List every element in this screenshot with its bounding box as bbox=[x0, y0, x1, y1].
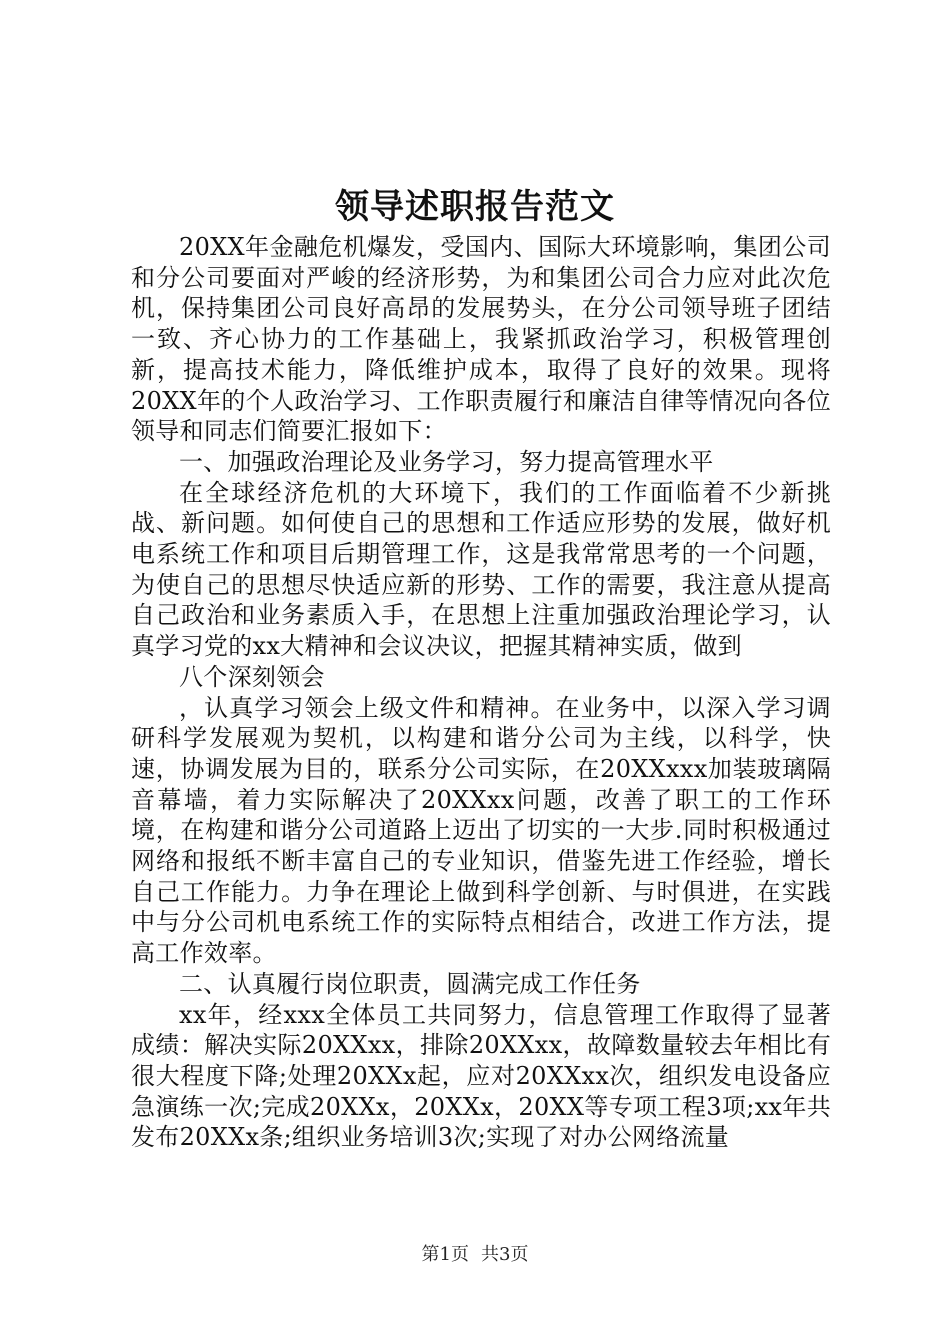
document-body bbox=[131, 232, 831, 1153]
page-title: 领导述职报告范文 bbox=[335, 187, 615, 227]
body-paragraph: 在全球经济危机的大环境下，我们的工作面临着不少新挑战、新问题。如何使自己的思想和工作适应形势的发展，做好机电系统工作和项目后期管理工作，这是我常常思考的一个问题，为使自己的思想尽快适应新的形势、工作的需要，我注意从提高自己政治和业务素质入手，在思想上注重加强政治理论学习，认真学习党的xx大精神和会议决议，把握其精神实质，做到 bbox=[131, 478, 831, 661]
section-heading-1: 一、加强政治理论及业务学习，努力提高管理水平 bbox=[179, 447, 714, 476]
page-footer bbox=[0, 1243, 950, 1267]
page-total: 共3页 bbox=[481, 1244, 529, 1265]
body-paragraph: xx年，经xxx全体员工共同努力，信息管理工作取得了显著成绩：解决实际20XXxx，排除20XXxx，故障数量较去年相比有很大程度下降;处理20XXx起，应对20XXxx次，组织发电设备应急演练一次;完成20XXx，20XXx，20XX等专项工程3项;xx年共发布20XXx条;组织业务培训3次;实现了对办公网络流量 bbox=[131, 1000, 831, 1152]
body-paragraph: ，认真学习领会上级文件和精神。在业务中，以深入学习调研科学发展观为契机，以构建和谐分公司为主线，以科学，快速，协调发展为目的，联系分公司实际，在20XXxxx加装玻璃隔音幕墙，着力实际解决了20XXxx问题，改善了职工的工作环境，在构建和谐分公司道路上迈出了切实的一大步.同时积极通过网络和报纸不断丰富自己的专业知识，借鉴先进工作经验，增长自己工作能力。力争在理论上做到科学创新、与时俱进，在实践中与分公司机电系统工作的实际特点相结合，改进工作方法，提高工作效率。 bbox=[131, 693, 831, 968]
intro-paragraph: 20XX年金融危机爆发，受国内、国际大环境影响，集团公司和分公司要面对严峻的经济形势，为和集团公司合力应对此次危机，保持集团公司良好高昂的发展势头，在分公司领导班子团结一致、齐心协力的工作基础上，我紧抓政治学习，积极管理创新，提高技术能力，降低维护成本，取得了良好的效果。现将20XX年的个人政治学习、工作职责履行和廉洁自律等情况向各位领导和同志们简要汇报如下： bbox=[131, 233, 831, 446]
page-number: 第1页 bbox=[421, 1244, 469, 1265]
body-paragraph: 八个深刻领会 bbox=[179, 662, 325, 691]
section-heading-2: 二、认真履行岗位职责，圆满完成工作任务 bbox=[179, 969, 641, 998]
